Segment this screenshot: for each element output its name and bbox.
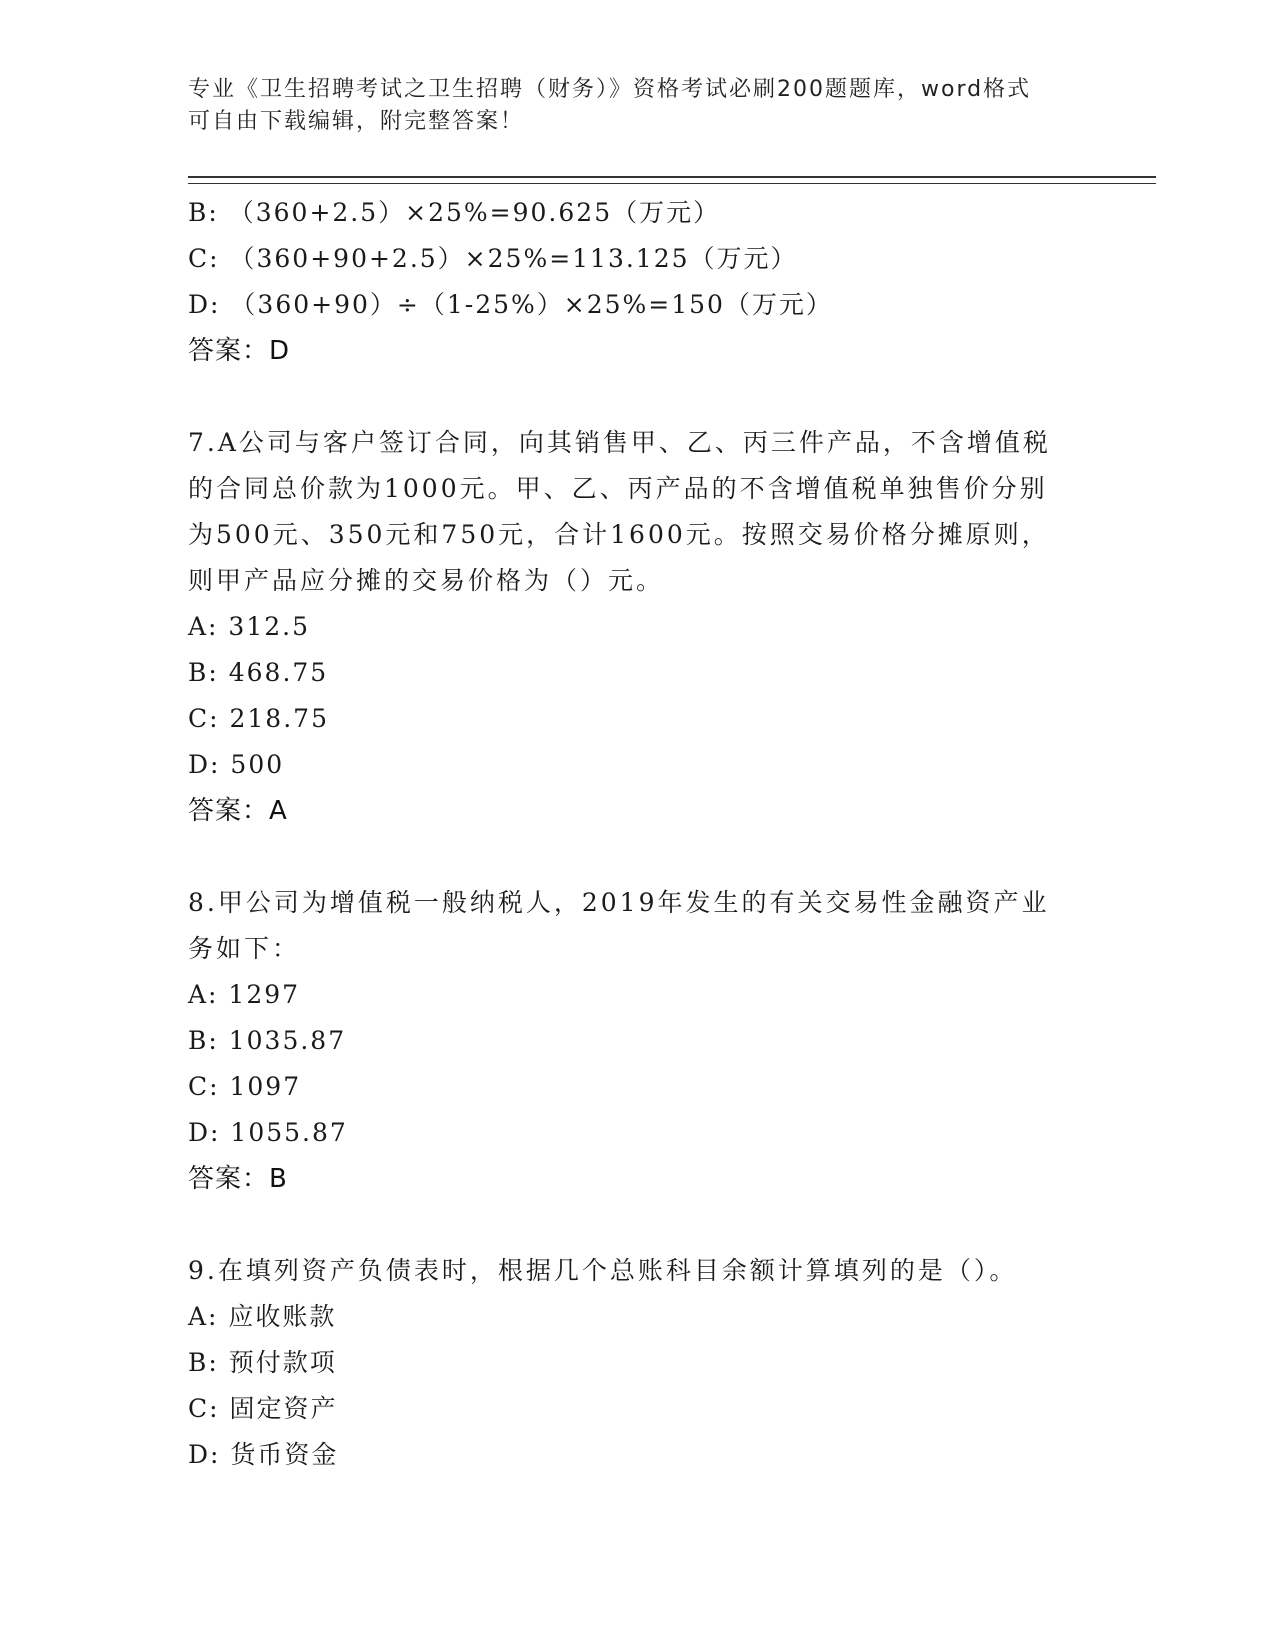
- question-stem-line: 务如下：: [188, 934, 301, 963]
- option-a: A: 1297: [188, 980, 301, 1009]
- answer-line: 答案：A: [188, 796, 288, 826]
- answer-line: 答案：B: [188, 1164, 288, 1194]
- answer-line: 答案：D: [188, 336, 291, 366]
- question-stem-line: 的合同总价款为1000元。甲、乙、丙产品的不含增值税单独售价分别: [188, 474, 1048, 503]
- header-title-line-2: 可自由下载编辑，附完整答案！: [188, 109, 525, 134]
- option-d: D: 500: [188, 750, 285, 779]
- option-d: D: （360+90）÷（1-25%）×25%=150（万元）: [188, 290, 833, 319]
- option-b: B: 1035.87: [188, 1026, 347, 1055]
- option-b: B: 预付款项: [188, 1348, 337, 1377]
- option-c: C: 218.75: [188, 704, 329, 733]
- option-d: D: 货币资金: [188, 1440, 339, 1469]
- question-9: [188, 1248, 1088, 1478]
- question-stem-line: 8.甲公司为增值税一般纳税人，2019年发生的有关交易性金融资产业: [188, 888, 1050, 917]
- option-a: A: 312.5: [188, 612, 310, 641]
- question-stem-line: 9.在填列资产负债表时，根据几个总账科目余额计算填列的是（）。: [188, 1256, 1018, 1285]
- question-stem-line: 则甲产品应分摊的交易价格为（）元。: [188, 566, 665, 595]
- option-c: C: 1097: [188, 1072, 302, 1101]
- option-d: D: 1055.87: [188, 1118, 348, 1147]
- document-body: [188, 190, 1088, 1478]
- question-6-continuation: [188, 190, 1088, 374]
- option-b: B: （360+2.5）×25%=90.625（万元）: [188, 198, 721, 227]
- header-divider: [188, 176, 1156, 184]
- question-7: [188, 420, 1088, 834]
- question-stem-line: 为500元、350元和750元，合计1600元。按照交易价格分摊原则，: [188, 520, 1050, 549]
- question-stem-line: 7.A公司与客户签订合同，向其销售甲、乙、丙三件产品，不含增值税: [188, 428, 1051, 457]
- question-8: [188, 880, 1088, 1202]
- option-b: B: 468.75: [188, 658, 329, 687]
- header-title-line-1: 专业《卫生招聘考试之卫生招聘（财务）》资格考试必刷200题题库，word格式: [188, 77, 1032, 102]
- option-c: C: （360+90+2.5）×25%=113.125（万元）: [188, 244, 798, 273]
- option-a: A: 应收账款: [188, 1302, 337, 1331]
- page-header: [188, 74, 1068, 138]
- option-c: C: 固定资产: [188, 1394, 338, 1423]
